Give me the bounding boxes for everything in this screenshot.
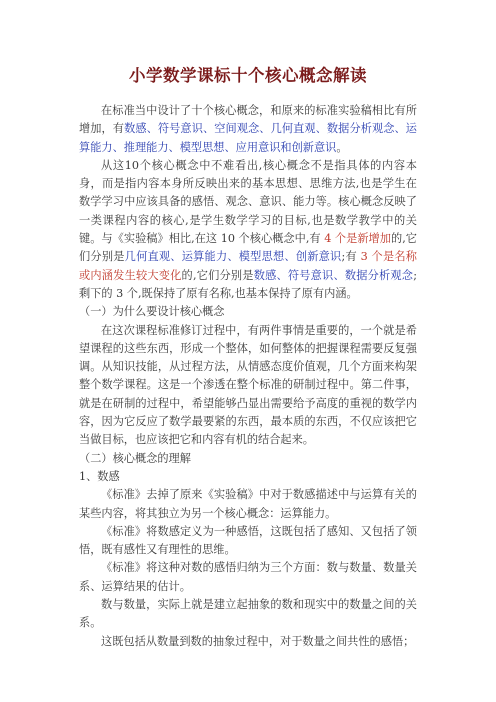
new-concepts-list: 几何直观、运算能力、模型思想、创新意识 — [124, 250, 342, 264]
number-sense-paragraph-1: 《标准》去掉了原来《实验稿》中对于数感描述中与运算有关的某些内容，将其独立为另一个核心概念：运算能力。 — [79, 488, 417, 520]
number-sense-paragraph-2: 《标准》将数感定义为一种感悟，这既包括了感知、又包括了领悟，既有感性又有理性的思维。 — [79, 524, 417, 557]
para2-text-a: 从这10个核心概念中不难看出,核心概念不是指具体的内容本身，而是指内容本身所反映出来的基本思想、思维方法,也是学生在数学学习中应该具备的感悟、观念、意识、能力等。核心概念反映了一类课程内容的核心,是学生数学学习的目标,也是数学教学中的关键。与《实验稿》相比,在这 10 个核心概念中,有 — [79, 158, 417, 246]
intro-end: 。 — [336, 140, 348, 154]
core-concepts-paragraph — [79, 157, 417, 303]
para2-text-e: ;有 — [341, 250, 361, 264]
why-paragraph: 在这次课程标准修订过程中，有两件事情是重要的，一个就是希望课程的这些东西，形成一个整体，如何整体的把握课程需要反复强调。从知识技能，从过程方法，从情感态度价值观，几个方面来构架整个数学课程。这是一个渗透在整个标准的研制过程中。第二件事，就是在研制的过程中，希望能够凸显出需要给予高度的重视的数学内容，因为它反应了数学最要紧的东西，最本质的东西，不仅应该把它当做目标，也应该把它和内容有机的结合起来。 — [79, 323, 417, 447]
section-heading-2: （二）核心概念的理解 — [79, 451, 191, 465]
new-count-highlight: 4 个是新增加 — [324, 232, 391, 246]
subsection-heading-number-sense: 1、数感 — [79, 469, 120, 483]
number-sense-paragraph-4: 数与数量，实际上就是建立起抽象的数和现实中的数量之间的关系。 — [79, 598, 417, 630]
section-heading-1: （一）为什么要设计核心概念 — [79, 305, 225, 319]
document-body — [79, 102, 417, 651]
page-title: 小学数学课标十个核心概念解读 — [129, 66, 367, 85]
intro-text: 在标准当中设计了十个核心概念，和原来的标准实验稿相比有所增加，有 — [79, 104, 417, 136]
changed-concepts-list: 数感、符号意识、数据分析观念 — [253, 268, 414, 282]
number-sense-paragraph-3: 《标准》将这种对数的感悟归纳为三个方面：数与数量、数量关系、运算结果的估计。 — [79, 561, 417, 593]
changed-count-highlight: 3 个是名称或内涵发生较大变化 — [79, 250, 417, 282]
para2-text-g: 的,它们分别是 — [181, 268, 254, 282]
core-concepts-list: 数感、符号意识、空间观念、几何直观、数据分析观念、运算能力、推理能力、模型思想、应用意识和创新意识 — [79, 122, 417, 154]
number-sense-paragraph-5: 这既包括从数量到数的抽象过程中，对于数量之间共性的感悟； — [101, 634, 415, 648]
para2-text-c: 的,它们分别是 — [79, 232, 417, 264]
para2-text-i: ;剩下的 3 个,既保持了原有名称,也基本保持了原有内涵。 — [79, 268, 417, 300]
intro-paragraph — [79, 102, 417, 157]
